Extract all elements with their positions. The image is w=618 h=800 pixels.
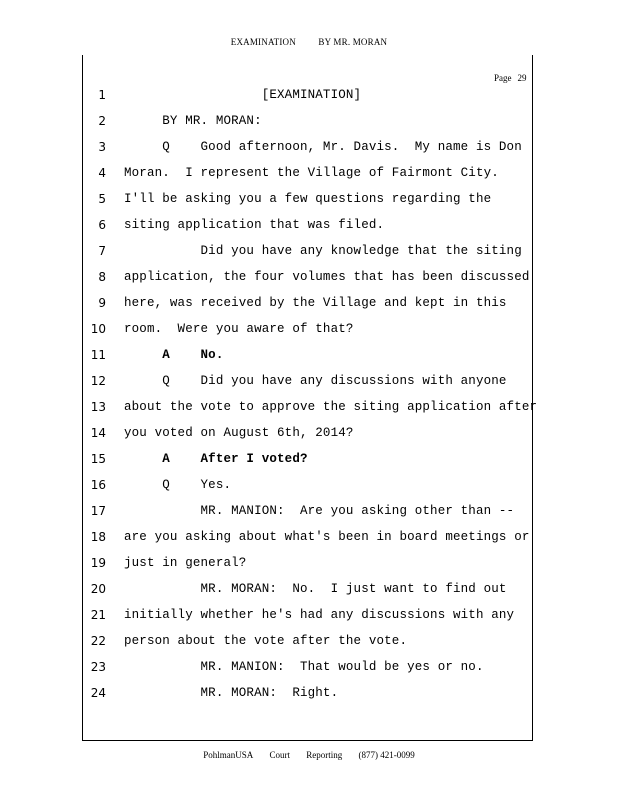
line-text: Moran. I represent the Village of Fairmont City. [124,166,499,180]
line-number: 16 [90,478,106,492]
page-header [0,37,618,47]
transcript-line [0,192,618,218]
page-number-value: 29 [517,73,527,83]
transcript-line [0,140,618,166]
line-text: I'll be asking you a few questions regarding the [124,192,492,206]
footer-service-court: Court [269,750,291,760]
transcript-line [0,686,618,712]
footer-phone: (877) 421-0099 [358,750,415,760]
line-text: are you asking about what's been in board meetings or [124,530,530,544]
line-text: Q Did you have any discussions with anyone [124,374,507,388]
line-text: siting application that was filed. [124,218,385,232]
transcript-line [0,296,618,322]
header-section: EXAMINATION [230,37,296,47]
line-text: Q Yes. [124,478,232,492]
transcript-line [0,530,618,556]
transcript-line [0,556,618,582]
page-label: Page [494,73,512,83]
line-text: BY MR. MORAN: [124,114,262,128]
transcript-line [0,660,618,686]
line-text: about the vote to approve the siting application after [124,400,538,414]
line-number: 2 [98,114,106,128]
transcript-line [0,348,618,374]
line-text: A No. [124,348,224,362]
line-number: 8 [98,270,106,284]
line-number: 9 [98,296,106,310]
line-number: 15 [90,452,106,466]
line-text: application, the four volumes that has been discussed [124,270,530,284]
line-text: MR. MANION: Are you asking other than -- [124,504,515,518]
header-examiner: BY MR. MORAN [318,37,388,47]
transcript-line [0,452,618,478]
line-text: initially whether he's had any discussions with any [124,608,515,622]
line-number: 7 [98,244,106,258]
line-text: here, was received by the Village and kept in this [124,296,507,310]
line-number: 22 [90,634,106,648]
line-text: MR. MANION: That would be yes or no. [124,660,484,674]
transcript-line [0,634,618,660]
line-number: 1 [98,88,106,102]
transcript-line [0,270,618,296]
line-text: A After I voted? [124,452,308,466]
line-number: 19 [90,556,106,570]
footer-company: PohlmanUSA [203,750,254,760]
line-text: MR. MORAN: No. I just want to find out [124,582,507,596]
transcript-line [0,504,618,530]
transcript-line [0,244,618,270]
line-text: [EXAMINATION] [124,88,362,102]
line-number: 11 [90,348,106,362]
line-number: 10 [90,322,106,336]
line-number: 18 [90,530,106,544]
line-number: 17 [90,504,106,518]
line-number: 4 [98,166,106,180]
line-number: 24 [90,686,106,700]
transcript-line [0,608,618,634]
line-number: 20 [90,582,106,596]
line-text: Q Good afternoon, Mr. Davis. My name is Don [124,140,522,154]
line-text: room. Were you aware of that? [124,322,354,336]
line-text: person about the vote after the vote. [124,634,408,648]
line-text: MR. MORAN: Right. [124,686,339,700]
page-number [494,73,533,83]
transcript-line [0,88,618,114]
line-number: 14 [90,426,106,440]
line-number: 6 [98,218,106,232]
line-number: 5 [98,192,106,206]
transcript-line [0,426,618,452]
line-number: 21 [90,608,106,622]
line-number: 13 [90,400,106,414]
transcript-line [0,374,618,400]
line-text: you voted on August 6th, 2014? [124,426,354,440]
transcript-line [0,218,618,244]
footer-service-reporting: Reporting [306,750,343,760]
line-text: just in general? [124,556,247,570]
line-number: 3 [98,140,106,154]
transcript-line [0,166,618,192]
transcript-line [0,322,618,348]
line-number: 23 [90,660,106,674]
line-text: Did you have any knowledge that the siting [124,244,522,258]
line-number: 12 [90,374,106,388]
transcript-line [0,114,618,140]
transcript-line [0,400,618,426]
transcript-line [0,582,618,608]
page-footer [0,750,618,760]
transcript-line [0,478,618,504]
